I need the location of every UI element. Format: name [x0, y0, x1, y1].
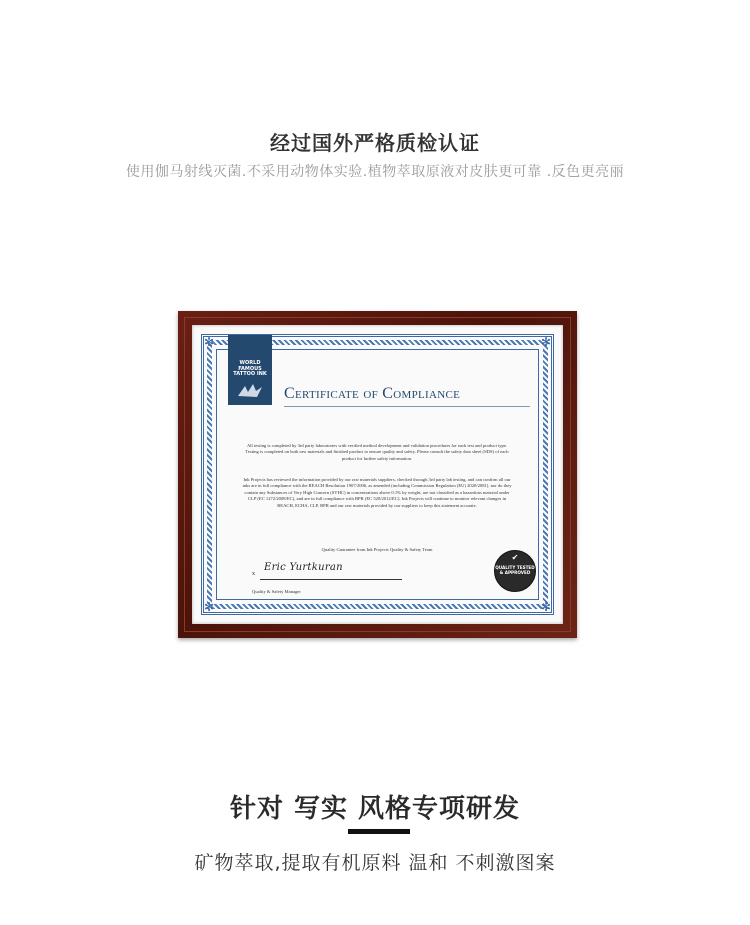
quality-badge — [494, 550, 536, 592]
signature: Eric Yurtkuran — [264, 562, 343, 573]
brand-ribbon — [228, 335, 272, 405]
certificate-frame — [178, 311, 577, 638]
signature-mark: x — [252, 571, 255, 577]
page-title: 经过国外严格质检认证 — [270, 131, 480, 155]
title-divider — [284, 406, 530, 407]
guarantee-line: Quality Guarantee from Ink Projects Quality & Safety Team — [321, 547, 433, 552]
corner-ornament-icon: ✻ — [203, 600, 215, 614]
corner-ornament-icon: ✻ — [540, 600, 552, 614]
signature-line — [260, 579, 402, 580]
check-icon: ✔ — [511, 553, 519, 562]
certificate-title: Certificate of Compliance — [284, 385, 461, 402]
certificate-paragraph-2: Ink Projects has reviewed the information provided by our raw materials suppliers, checked through 3rd party lab testing, and can confirm all our inks are in full compliance with the REACH Resolution 1907/2006, as amended (including Commission Regulation (EU) 2020/2081), nor do they contain any Substances of Very High Concern (SVHC) in concentrations above 0.1% by weight, are not classified as a hazardous material under CLP (EC 1272/2008/EC), and are in full compliance with BPR (EC 528/2012/EC). Ink Projects will continue to monitor relevant changes in REACH, ECHA, CLP, BPR and our raw materials provided by our suppliers to keep this statement accurate. — [242, 477, 512, 508]
section-title: 针对 写实 风格专项研发 — [229, 794, 521, 824]
section-title-underline — [348, 829, 410, 834]
signer-role: Quality & Safety Manager — [252, 589, 301, 594]
corner-ornament-icon: ✻ — [203, 335, 215, 349]
brand-logo-text: WORLD FAMOUS TATTOO INK — [233, 360, 267, 377]
certificate-paper — [192, 325, 563, 624]
certificate-paragraph-1: All testing is completed by 3rd party laboratories with verified method development and validation procedures for each test and product type. Testing is completed on both raw materials and finished product to ensure quality and safety. Please consult the safety data sheet (SDS) of each product for further safety information. — [245, 443, 509, 461]
section-subtitle: 矿物萃取,提取有机原料 温和 不刺激图案 — [194, 852, 556, 874]
corner-ornament-icon: ✻ — [540, 335, 552, 349]
badge-text: QUALITY TESTED & APPROVED — [495, 565, 535, 575]
brand-splash-icon — [236, 382, 264, 398]
page-subtitle: 使用伽马射线灭菌.不采用动物体实验.植物萃取原液对皮肤更可靠 .反色更亮丽 — [125, 164, 625, 180]
